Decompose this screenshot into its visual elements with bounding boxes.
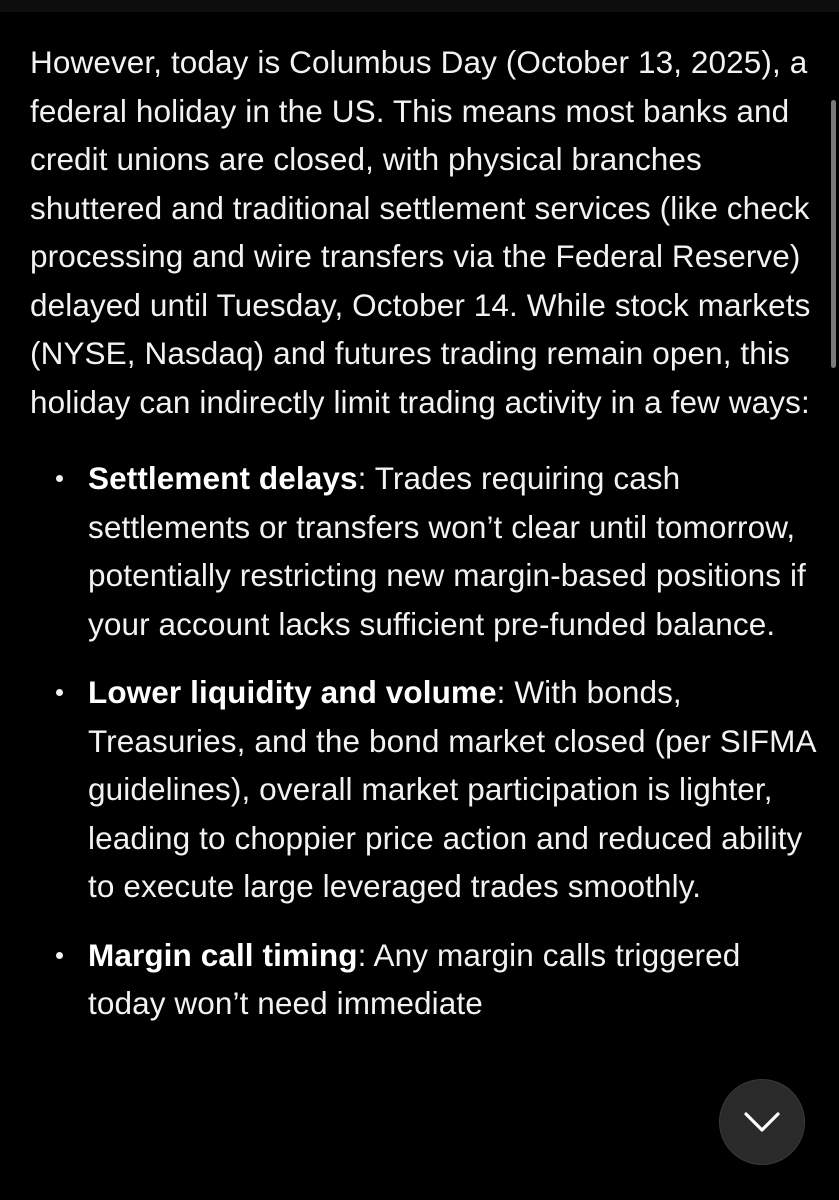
bullet-term: Settlement delays [88, 460, 358, 496]
bullet-text: : Any margin calls triggered today won’t need immediate [88, 936, 741, 1021]
bullet-term: Margin call timing [88, 936, 358, 973]
list-item [30, 454, 820, 648]
top-edge [0, 0, 839, 12]
bullet-text: : With bonds, Treasuries, and the bond market closed (per SIFMA guidelines), overall market participation is lighter, leading to choppier price action and reduced ability to execute large leveraged trades smoothly. [88, 674, 815, 904]
bullet-dot-icon [56, 689, 63, 696]
bullet-list [30, 454, 820, 1028]
scroll-to-bottom-button[interactable] [719, 1079, 805, 1165]
list-item [30, 668, 820, 911]
response-content [30, 38, 820, 1048]
bullet-text: : Trades requiring cash settlements or transfers won’t clear until tomorrow, potentially restricting new margin-based positions if your account lacks sufficient pre-funded balance. [88, 460, 806, 642]
list-item [30, 931, 820, 1028]
chevron-down-icon [742, 1110, 782, 1134]
bullet-term: Lower liquidity and volume [88, 674, 497, 710]
bullet-dot-icon [56, 475, 63, 482]
bullet-dot-icon [56, 952, 63, 959]
scrollbar-thumb[interactable] [831, 100, 836, 368]
intro-paragraph: However, today is Columbus Day (October 13, 2025), a federal holiday in the US. This means most banks and credit unions are closed, with physical branches shuttered and traditional settlement services (like check processing and wire transfers via the Federal Reserve) delayed until Tuesday, October 14. While stock markets (NYSE, Nasdaq) and futures trading remain open, this holiday can indirectly limit trading activity in a few ways: [30, 44, 811, 420]
